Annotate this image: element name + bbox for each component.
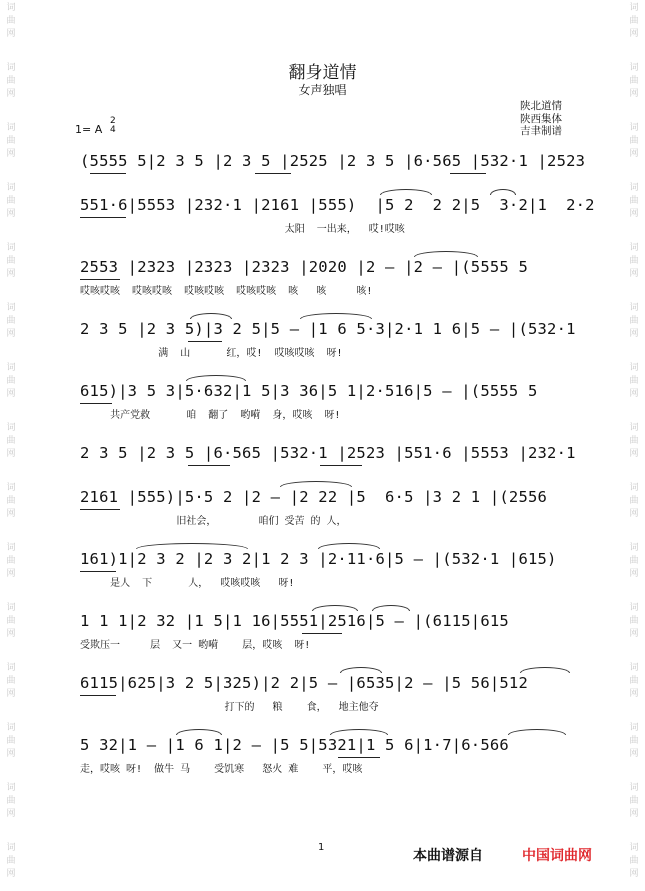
watermark-char: 曲 (6, 136, 16, 146)
time-signature-top: 2 (110, 116, 116, 126)
lyrics-line: 打下的 粮 食， 地主他夺 (80, 702, 379, 713)
watermark-char: 曲 (6, 676, 16, 686)
watermark-char: 词 (6, 723, 16, 733)
watermark-char: 曲 (629, 76, 639, 86)
beat-underline (80, 217, 126, 218)
watermark-text (0, 362, 22, 401)
credit-line: 吉聿制谱 (520, 125, 562, 137)
watermark-char: 网 (629, 29, 639, 39)
slur-arc (300, 313, 372, 319)
watermark-char: 网 (6, 509, 16, 519)
watermark-char: 曲 (629, 256, 639, 266)
watermark-text (623, 2, 645, 41)
watermark-char: 词 (629, 243, 639, 253)
beat-underline (90, 173, 126, 174)
watermark-tile (623, 120, 645, 180)
key-signature: 1= A (75, 123, 103, 136)
watermark-tile (623, 660, 645, 720)
watermark-text (0, 842, 22, 881)
watermark-text (0, 302, 22, 341)
credit-line: 陕北道情 (520, 100, 562, 112)
watermark-char: 曲 (6, 616, 16, 626)
watermark-char: 网 (6, 29, 16, 39)
watermark-char: 曲 (629, 376, 639, 386)
slur-arc (330, 729, 388, 735)
notation-line: (5555 5|2 3 5 |2 3 5 |2525 |2 3 5 |6·565 |532·1 |2523 (80, 152, 586, 170)
watermark-sidebar-right (623, 0, 645, 891)
watermark-char: 网 (629, 869, 639, 879)
watermark-tile (0, 660, 22, 720)
watermark-char: 网 (6, 749, 16, 759)
tie-arc (280, 481, 352, 487)
notation-line: 2161 |555)|5·5 2 |2 — |2 22 |5 6·5 |3 2 1 |(2556 (80, 488, 548, 506)
lyrics-line: 是人 下 人， 哎咳哎咳 呀! (80, 578, 295, 589)
watermark-char: 曲 (6, 496, 16, 506)
watermark-char: 词 (629, 183, 639, 193)
watermark-char: 曲 (6, 856, 16, 866)
watermark-char: 网 (6, 89, 16, 99)
watermark-tile (0, 420, 22, 480)
watermark-tile (623, 600, 645, 660)
beat-underline (80, 509, 120, 510)
beat-underline (80, 695, 116, 696)
score-subtitle: 女声独唱 (298, 83, 347, 97)
watermark-char: 词 (629, 483, 639, 493)
lyrics-line: 共产党救 咱 翻了 哟嗬 身，哎咳 呀! (80, 410, 341, 421)
watermark-char: 曲 (6, 256, 16, 266)
watermark-tile (623, 840, 645, 891)
notation-line: 161)1|2 3 2 |2 3 2|1 2 3 |2·11·6|5 — |(532·1 |615) (80, 550, 557, 568)
watermark-text (0, 2, 22, 41)
watermark-char: 词 (6, 783, 16, 793)
watermark-char: 网 (6, 869, 16, 879)
watermark-char: 网 (6, 809, 16, 819)
watermark-text (0, 242, 22, 281)
watermark-tile (623, 360, 645, 420)
slur-arc (190, 313, 232, 319)
music-system (80, 550, 570, 606)
watermark-char: 词 (6, 423, 16, 433)
watermark-text (623, 122, 645, 161)
watermark-char: 曲 (6, 796, 16, 806)
watermark-text (623, 242, 645, 281)
notation-line: 1 1 1|2 32 |1 5|1 16|5551|2516|5 — |(6115|615 (80, 612, 509, 630)
watermark-char: 词 (629, 63, 639, 73)
watermark-char: 网 (6, 629, 16, 639)
music-system (80, 196, 595, 252)
watermark-tile (623, 780, 645, 840)
watermark-char: 网 (6, 209, 16, 219)
watermark-tile (0, 360, 22, 420)
watermark-char: 网 (6, 569, 16, 579)
lyrics-line: 太阳 一出来， 哎!哎咳 (80, 224, 405, 235)
watermark-text (0, 422, 22, 461)
watermark-char: 曲 (629, 736, 639, 746)
watermark-char: 曲 (6, 316, 16, 326)
watermark-char: 网 (629, 629, 639, 639)
watermark-tile (623, 240, 645, 300)
lyrics-line: 受欺压一 层 又一 哟嗬 层，哎咳 呀! (80, 640, 311, 651)
time-signature (110, 117, 116, 135)
lyrics-line: 走，哎咳 呀! 做牛 马 受饥寒 怒火 难 平，哎咳 (80, 764, 363, 775)
watermark-char: 词 (6, 603, 16, 613)
watermark-char: 曲 (6, 376, 16, 386)
slur-arc (380, 189, 432, 195)
watermark-tile (623, 720, 645, 780)
slur-arc (340, 667, 382, 673)
watermark-char: 曲 (6, 196, 16, 206)
watermark-text (0, 542, 22, 581)
watermark-text (623, 422, 645, 461)
watermark-char: 网 (6, 689, 16, 699)
watermark-tile (0, 0, 22, 60)
watermark-text (623, 662, 645, 701)
watermark-char: 曲 (629, 316, 639, 326)
watermark-char: 网 (629, 89, 639, 99)
watermark-tile (0, 180, 22, 240)
watermark-char: 网 (629, 689, 639, 699)
watermark-char: 词 (6, 543, 16, 553)
watermark-char: 网 (6, 449, 16, 459)
slur-arc (508, 729, 566, 735)
watermark-tile (623, 480, 645, 540)
watermark-char: 网 (6, 389, 16, 399)
watermark-char: 网 (6, 329, 16, 339)
beat-underline (188, 341, 222, 342)
watermark-char: 词 (6, 483, 16, 493)
beat-underline (80, 403, 112, 404)
watermark-char: 词 (6, 663, 16, 673)
slur-arc (136, 543, 248, 549)
watermark-text (623, 722, 645, 761)
watermark-char: 网 (629, 749, 639, 759)
notation-line: 615)|3 5 3|5·632|1 5|3 36|5 1|2·516|5 — |(5555 5 (80, 382, 538, 400)
music-system (80, 612, 570, 668)
notation-line: 2 3 5 |2 3 5 |6·565 |532·1 |2523 |551·6 |5553 |232·1 (80, 444, 576, 462)
watermark-tile (0, 600, 22, 660)
watermark-text (623, 362, 645, 401)
music-system (80, 488, 570, 544)
watermark-char: 曲 (629, 556, 639, 566)
watermark-char: 词 (6, 363, 16, 373)
time-signature-bottom: 4 (110, 125, 116, 135)
music-system (80, 736, 570, 792)
notation-line: 2553 |2323 |2323 |2323 |2020 |2 — |2 — |(5555 5 (80, 258, 528, 276)
notation-line: 6115|625|3 2 5|325)|2 2|5 — |6535|2 — |5 56|512 (80, 674, 528, 692)
watermark-char: 词 (6, 183, 16, 193)
slur-arc (186, 375, 246, 381)
beat-underline (80, 279, 120, 280)
watermark-text (623, 302, 645, 341)
watermark-char: 词 (6, 843, 16, 853)
watermark-char: 词 (629, 423, 639, 433)
watermark-tile (623, 180, 645, 240)
beat-underline (450, 173, 486, 174)
beat-underline (320, 465, 362, 466)
watermark-char: 网 (629, 269, 639, 279)
watermark-char: 词 (629, 543, 639, 553)
source-label: 本曲谱源自 (413, 848, 483, 864)
watermark-char: 曲 (6, 556, 16, 566)
watermark-text (0, 722, 22, 761)
watermark-char: 词 (629, 3, 639, 13)
watermark-text (0, 602, 22, 641)
music-system (80, 320, 576, 376)
watermark-tile (0, 720, 22, 780)
slur-arc (318, 543, 380, 549)
watermark-text (623, 602, 645, 641)
watermark-char: 网 (629, 569, 639, 579)
watermark-text (0, 482, 22, 521)
watermark-char: 网 (629, 329, 639, 339)
watermark-char: 网 (6, 149, 16, 159)
watermark-tile (0, 840, 22, 891)
watermark-char: 网 (629, 449, 639, 459)
watermark-char: 词 (629, 363, 639, 373)
watermark-char: 词 (6, 63, 16, 73)
watermark-char: 词 (6, 123, 16, 133)
beat-underline (255, 173, 291, 174)
lyrics-line: 满 山 红，哎! 哎咳哎咳 呀! (80, 348, 343, 359)
watermark-char: 词 (629, 123, 639, 133)
watermark-text (623, 182, 645, 221)
watermark-tile (623, 420, 645, 480)
slur-arc (312, 605, 358, 611)
watermark-tile (0, 300, 22, 360)
beat-underline (338, 757, 380, 758)
watermark-char: 词 (6, 243, 16, 253)
watermark-text (623, 542, 645, 581)
page-number: 1 (318, 842, 325, 853)
watermark-char: 曲 (629, 496, 639, 506)
tie-arc (414, 251, 478, 257)
watermark-char: 曲 (629, 16, 639, 26)
watermark-tile (0, 120, 22, 180)
watermark-tile (623, 540, 645, 600)
watermark-char: 曲 (6, 76, 16, 86)
slur-arc (490, 189, 516, 195)
watermark-char: 词 (6, 3, 16, 13)
watermark-text (0, 782, 22, 821)
beat-underline (80, 571, 116, 572)
watermark-char: 词 (629, 603, 639, 613)
watermark-text (623, 782, 645, 821)
notation-line: 551·6|5553 |232·1 |2161 |555) |5 2 2 2|5 3·2|1 2·2 (80, 196, 595, 214)
watermark-text (623, 482, 645, 521)
slur-arc (176, 729, 222, 735)
watermark-char: 词 (629, 783, 639, 793)
slur-arc (372, 605, 410, 611)
watermark-char: 词 (629, 663, 639, 673)
watermark-char: 网 (6, 269, 16, 279)
music-system (80, 674, 570, 730)
watermark-char: 词 (6, 303, 16, 313)
music-system (80, 382, 570, 438)
watermark-text (0, 182, 22, 221)
watermark-tile (0, 780, 22, 840)
watermark-char: 曲 (629, 136, 639, 146)
watermark-char: 网 (629, 149, 639, 159)
lyrics-line: 旧社会， 咱们 受苦 的 人， (80, 516, 347, 527)
watermark-char: 曲 (629, 616, 639, 626)
score-credits (520, 100, 562, 138)
watermark-tile (0, 480, 22, 540)
watermark-char: 网 (629, 389, 639, 399)
watermark-char: 网 (629, 509, 639, 519)
watermark-char: 曲 (629, 436, 639, 446)
watermark-tile (623, 0, 645, 60)
watermark-char: 曲 (629, 796, 639, 806)
music-system (80, 258, 570, 314)
watermark-char: 词 (629, 303, 639, 313)
beat-underline (188, 465, 230, 466)
watermark-char: 词 (629, 843, 639, 853)
beat-underline (302, 633, 342, 634)
watermark-sidebar-left (0, 0, 22, 891)
watermark-char: 曲 (6, 16, 16, 26)
watermark-char: 网 (629, 209, 639, 219)
watermark-char: 曲 (629, 196, 639, 206)
watermark-tile (0, 540, 22, 600)
watermark-char: 词 (629, 723, 639, 733)
watermark-tile (0, 240, 22, 300)
watermark-char: 曲 (6, 736, 16, 746)
watermark-tile (623, 300, 645, 360)
watermark-char: 网 (629, 809, 639, 819)
watermark-text (0, 662, 22, 701)
score-title: 翻身道情 (288, 63, 357, 83)
watermark-char: 曲 (6, 436, 16, 446)
notation-line: 2 3 5 |2 3 5)|3 2 5|5 — |1 6 5·3|2·1 1 6|5 — |(532·1 (80, 320, 576, 338)
credit-line: 陕西集体 (520, 112, 562, 125)
watermark-text (0, 122, 22, 161)
lyrics-line: 哎咳哎咳 哎咳哎咳 哎咳哎咳 哎咳哎咳 咳 咳 咳! (80, 286, 373, 297)
watermark-char: 曲 (629, 676, 639, 686)
slur-arc (520, 667, 570, 673)
site-name: 中国词曲网 (522, 848, 592, 864)
watermark-text (623, 842, 645, 881)
watermark-char: 曲 (629, 856, 639, 866)
notation-line: 5 32|1 — |1 6 1|2 — |5 5|5321|1 5 6|1·7|6·566 (80, 736, 509, 754)
